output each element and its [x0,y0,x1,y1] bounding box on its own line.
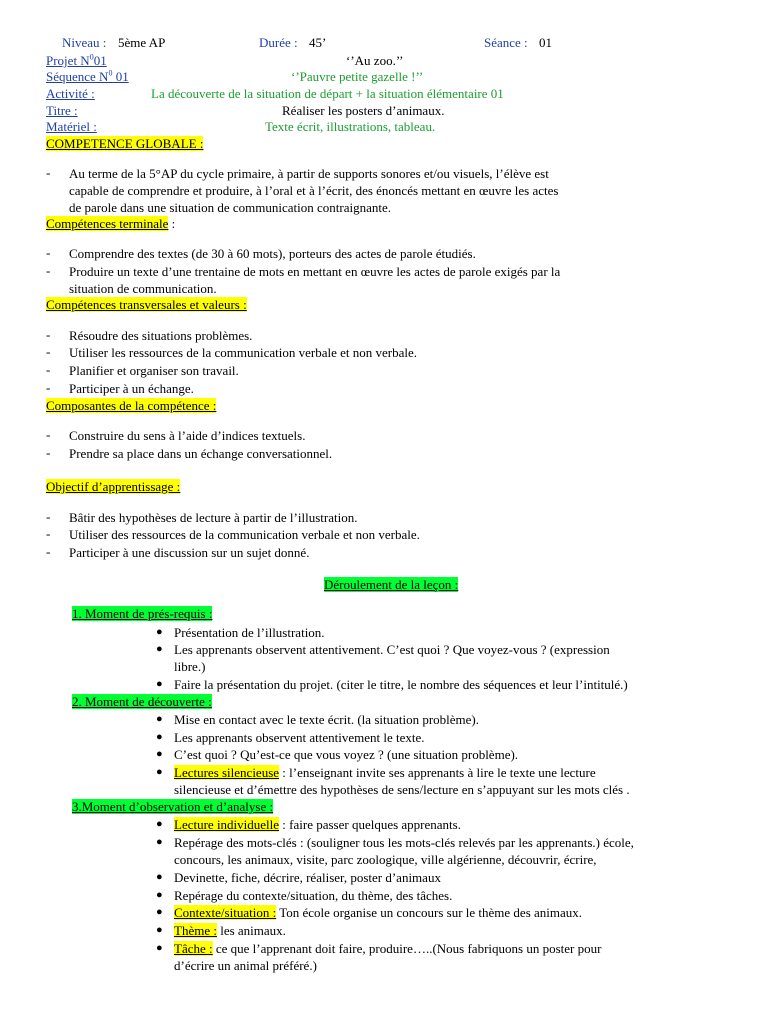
bullet-icon: ● [156,942,163,954]
dash-glyph: - [46,245,51,260]
materiel-label: Matériel : [46,119,97,134]
list-item: Thème : les animaux. [174,923,286,938]
moment-3-heading: 3.Moment d’observation et d’analyse : [72,799,274,814]
niveau-label: Niveau : [62,35,107,50]
bullet-icon: ● [156,889,163,901]
list-item: d’écrire un animal préféré.) [174,958,317,973]
dash-glyph: - [46,165,51,180]
list-item: Produire un texte d’une trentaine de mots en mettant en œuvre les actes de parole exigés par la [69,264,561,279]
dash-glyph: - [46,344,51,359]
bullet-icon: ● [156,678,163,690]
list-item: Bâtir des hypothèses de lecture à partir de l’illustration. [69,510,358,525]
bullet-icon: ● [156,924,163,936]
list-item: concours, les animaux, visite, parc zoologique, ville algérienne, découvrir, écrire, [174,852,597,867]
list-item: C’est quoi ? Qu’est-ce que vous voyez ? (une situation problème). [174,747,519,762]
sequence-title: ‘’Pauvre petite gazelle !’’ [291,69,424,84]
list-item: silencieuse et d’émettre des hypothèses de sens/lecture en s’appuyant sur les mots clés . [174,782,630,797]
niveau-value: 5ème AP [118,35,166,50]
bullet-icon: ● [156,626,163,638]
seance-value: 01 [539,35,552,50]
dash-glyph: - [46,526,51,541]
list-item: Utiliser les ressources de la communication verbale et non verbale. [69,345,417,360]
dash-glyph: - [46,263,51,278]
dash-glyph: - [46,445,51,460]
list-item: Prendre sa place dans un échange conversationnel. [69,446,333,461]
list-item: Présentation de l’illustration. [174,625,325,640]
projet-title: ‘’Au zoo.’’ [346,53,404,68]
seance-label: Séance : [484,35,528,50]
titre-value: Réaliser les posters d’animaux. [282,103,445,118]
list-item: Faire la présentation du projet. (citer le titre, le nombre des séquences et leur l’intitulé.) [174,677,628,692]
competence-globale-line: capable de comprendre et produire, à l’oral et à l’écrit, des énoncés mettant en œuvre les actes [69,183,559,198]
bullet-icon: ● [156,836,163,848]
deroulement-heading: Déroulement de la leçon : [324,577,459,592]
dash-glyph: - [46,327,51,342]
competence-globale-heading: COMPETENCE GLOBALE : [46,136,204,151]
titre-label: Titre : [46,103,78,118]
list-item: situation de communication. [69,281,217,296]
moment-2-heading: 2. Moment de découverte : [72,694,212,709]
list-item: Participer à une discussion sur un sujet donné. [69,545,310,560]
list-item: Devinette, fiche, décrire, réaliser, poster d’animaux [174,870,441,885]
bullet-icon: ● [156,906,163,918]
list-item: Mise en contact avec le texte écrit. (la situation problème). [174,712,480,727]
competences-transversales-heading: Compétences transversales et valeurs : [46,297,247,312]
activite-label: Activité : [46,86,95,101]
list-item: Tâche : ce que l’apprenant doit faire, produire…..(Nous fabriquons un poster pour [174,941,602,956]
list-item: Comprendre des textes (de 30 à 60 mots), porteurs des actes de parole étudiés. [69,246,476,261]
bullet-icon: ● [156,748,163,760]
dash-glyph: - [46,362,51,377]
list-item: Utiliser des ressources de la communication verbale et non verbale. [69,527,420,542]
list-item: Contexte/situation : Ton école organise un concours sur le thème des animaux. [174,905,583,920]
competence-globale-line: de parole dans une situation de communication contraignante. [69,200,392,215]
list-item: Les apprenants observent attentivement le texte. [174,730,425,745]
bullet-icon: ● [156,713,163,725]
list-item: libre.) [174,659,206,674]
bullet-icon: ● [156,871,163,883]
list-item: Repérage des mots-clés : (souligner tous les mots-clés relevés par les apprenants.) école, [174,835,634,850]
objectif-heading: Objectif d’apprentissage : [46,479,181,494]
bullet-icon: ● [156,766,163,778]
duree-value: 45’ [309,35,327,50]
dash-glyph: - [46,509,51,524]
list-item: Les apprenants observent attentivement. C’est quoi ? Que voyez-vous ? (expression [174,642,610,657]
duree-label: Durée : [259,35,298,50]
projet-label: Projet $N^001$ [46,52,107,68]
list-item: Construire du sens à l’aide d’indices textuels. [69,428,306,443]
bullet-icon: ● [156,731,163,743]
dash-glyph: - [46,427,51,442]
competence-globale-line: Au terme de la 5°AP du cycle primaire, à partir de supports sonores et/ou visuels, l’élève est [69,166,549,181]
activite-value: La découverte de la situation de départ + la situation élémentaire 01 [151,86,504,101]
composantes-heading: Composantes de la compétence : [46,398,217,413]
moment-1-heading: 1. Moment de prés-requis : [72,606,213,621]
list-item: Participer à un échange. [69,381,194,396]
competences-terminale-heading: Compétences terminale : [46,216,176,231]
materiel-value: Texte écrit, illustrations, tableau. [265,119,436,134]
dash-glyph: - [46,544,51,559]
list-item: Résoudre des situations problèmes. [69,328,253,343]
list-item: Lecture individuelle : faire passer quelques apprenants. [174,817,461,832]
sequence-label: Séquence $N^0$ 01 [46,68,129,84]
list-item: Repérage du contexte/situation, du thème, des tâches. [174,888,453,903]
bullet-icon: ● [156,643,163,655]
dash-glyph: - [46,380,51,395]
bullet-icon: ● [156,818,163,830]
list-item: Planifier et organiser son travail. [69,363,239,378]
list-item: Lectures silencieuse : l’enseignant invite ses apprenants à lire le texte une lecture [174,765,596,780]
